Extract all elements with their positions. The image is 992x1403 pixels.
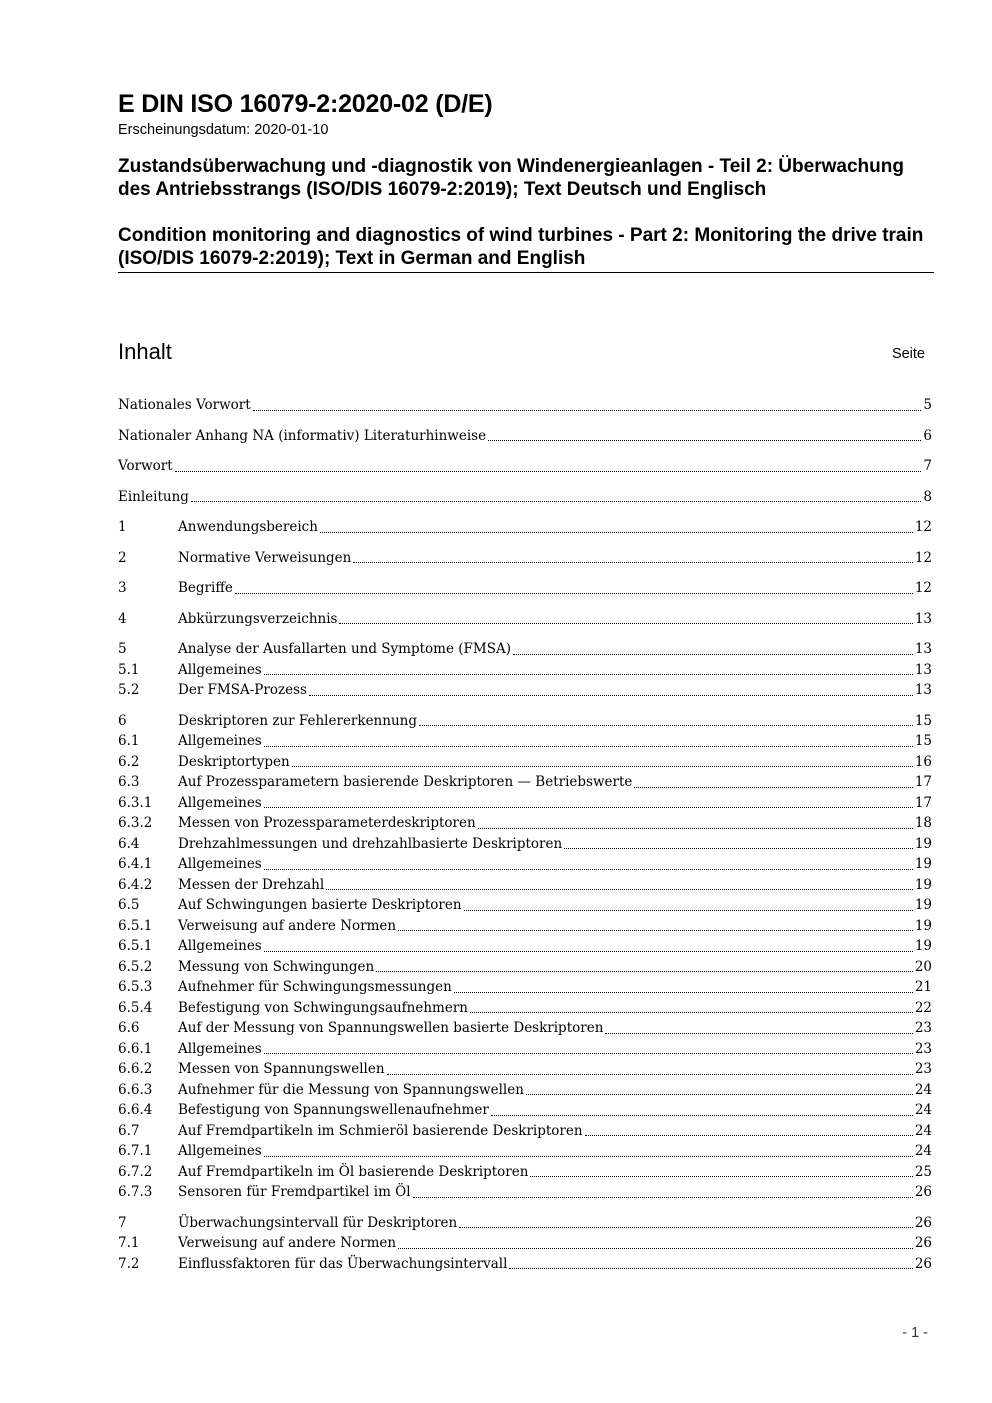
toc-entry-number: 6.4.2	[118, 876, 153, 893]
toc-entry[interactable]	[118, 517, 932, 538]
toc-entry-title: Der FMSA-Prozess	[178, 682, 307, 698]
toc-entry-title: Nationales Vorwort	[118, 397, 251, 413]
toc-entry-number: 6.5	[118, 897, 140, 913]
toc-entry[interactable]	[118, 957, 932, 978]
toc-entry-number: 6.3.2	[118, 815, 153, 831]
toc-entry-page: 13	[914, 610, 932, 627]
toc-entry[interactable]	[118, 1059, 932, 1080]
toc-dot-leader	[478, 828, 913, 829]
toc-entry-number: 1	[118, 519, 127, 535]
toc-dot-leader	[326, 889, 913, 890]
toc-entry-page: 13	[914, 682, 932, 698]
toc-entry-number: 5.1	[118, 661, 140, 678]
toc-dot-leader	[398, 1248, 913, 1249]
toc-dot-leader	[387, 1074, 913, 1075]
toc-entry[interactable]	[118, 456, 932, 477]
toc-entry-number: 6.3.1	[118, 794, 153, 811]
toc-entry-page: 23	[914, 1040, 932, 1057]
toc-entry-title: Befestigung von Schwingungsaufnehmern	[178, 999, 468, 1016]
toc-entry[interactable]	[118, 1018, 932, 1039]
toc-entry[interactable]	[118, 487, 932, 508]
toc-entry[interactable]	[118, 813, 932, 834]
toc-dot-leader	[339, 623, 912, 624]
toc-entry-number: 6.5.3	[118, 979, 153, 995]
toc-dot-leader	[235, 593, 913, 594]
toc-entry-number: 6.6.3	[118, 1081, 153, 1098]
toc-entry-page: 12	[914, 580, 932, 596]
toc-entry-number: 6.6.2	[118, 1061, 153, 1077]
toc-entry-title: Einflussfaktoren für das Überwachungsintervall	[178, 1255, 508, 1272]
toc-entry-page: 23	[914, 1020, 932, 1036]
toc-entry-number: 6.6.1	[118, 1040, 153, 1057]
toc-entry-number: 6.3	[118, 774, 140, 790]
toc-entry[interactable]	[118, 1233, 932, 1254]
toc-entry-page: 19	[914, 856, 932, 872]
toc-entry-page: 22	[914, 999, 932, 1016]
toc-dot-leader	[488, 440, 921, 441]
toc-entry[interactable]	[118, 578, 932, 599]
toc-entry-page: 26	[914, 1214, 932, 1231]
toc-entry-page: 13	[914, 661, 932, 678]
toc-dot-leader	[264, 951, 913, 952]
toc-entry-title: Verweisung auf andere Normen	[178, 917, 397, 934]
toc-entry-number: 5.2	[118, 682, 140, 698]
toc-entry[interactable]	[118, 772, 932, 793]
toc-entry[interactable]	[118, 1039, 932, 1060]
toc-dot-leader	[530, 1176, 912, 1177]
toc-dot-leader	[264, 746, 913, 747]
toc-entry-title: Anwendungsbereich	[178, 519, 318, 535]
table-of-contents	[118, 395, 932, 1274]
toc-entry-number: 6.1	[118, 733, 140, 749]
toc-entry-number: 2	[118, 549, 127, 566]
toc-entry-page: 15	[914, 712, 932, 729]
toc-entry[interactable]	[118, 731, 932, 752]
toc-entry-title: Allgemeines	[178, 661, 262, 678]
toc-heading: Inhalt	[118, 339, 172, 364]
toc-entry-title: Überwachungsintervall für Deskriptoren	[178, 1214, 458, 1231]
toc-entry-title: Aufnehmer für die Messung von Spannungswellen	[178, 1081, 524, 1098]
toc-entry-page: 24	[914, 1143, 932, 1159]
toc-dot-leader	[454, 992, 913, 993]
toc-entry-page: 16	[914, 753, 932, 770]
toc-dot-leader	[513, 654, 913, 655]
subtitle-english: Condition monitoring and diagnostics of wind turbines - Part 2: Monitoring the drive train (ISO/DIS 16079-2:2019); Text in German and English	[118, 224, 934, 273]
toc-entry-page: 19	[914, 938, 932, 954]
toc-entry-title: Messen von Spannungswellen	[178, 1061, 385, 1077]
toc-dot-leader	[464, 910, 913, 911]
toc-entry-title: Einleitung	[118, 488, 189, 505]
toc-dot-leader	[320, 532, 913, 533]
document-header	[118, 88, 934, 273]
toc-entry[interactable]	[118, 752, 932, 773]
toc-entry-title: Auf Schwingungen basierte Deskriptoren	[178, 897, 462, 913]
toc-entry-page: 8	[923, 488, 932, 505]
toc-entry-page: 23	[914, 1061, 932, 1077]
toc-entry-number: 7.1	[118, 1235, 140, 1251]
toc-dot-leader	[634, 787, 912, 788]
toc-entry-number: 7	[118, 1214, 127, 1231]
toc-entry-page: 25	[914, 1163, 932, 1180]
toc-entry-page: 6	[923, 427, 932, 444]
toc-entry-title: Allgemeines	[178, 733, 262, 749]
toc-dot-leader	[253, 410, 922, 411]
toc-entry[interactable]	[118, 680, 932, 701]
toc-entry-title: Auf der Messung von Spannungswellen basierte Deskriptoren	[178, 1020, 604, 1036]
toc-entry[interactable]	[118, 1162, 932, 1183]
toc-entry[interactable]	[118, 639, 932, 660]
toc-entry-page: 19	[914, 897, 932, 913]
toc-entry-number: 6.7.2	[118, 1163, 153, 1180]
toc-entry[interactable]	[118, 977, 932, 998]
toc-entry[interactable]	[118, 998, 932, 1019]
toc-dot-leader	[264, 1053, 913, 1054]
toc-entry[interactable]	[118, 793, 932, 814]
toc-entry[interactable]	[118, 834, 932, 855]
toc-entry-number: 5	[118, 641, 127, 657]
toc-entry-title: Analyse der Ausfallarten und Symptome (FMSA)	[178, 641, 511, 657]
subtitle-german: Zustandsüberwachung und -diagnostik von Windenergieanlagen - Teil 2: Überwachung des Antriebsstrangs (ISO/DIS 16079-2:2019); Text Deutsch und Englisch	[118, 156, 904, 200]
toc-entry-number: 6.5.2	[118, 958, 153, 975]
toc-dot-leader	[509, 1268, 912, 1269]
toc-entry-title: Allgemeines	[178, 1143, 262, 1159]
toc-entry-number: 6.7	[118, 1122, 140, 1139]
toc-entry-page: 7	[923, 458, 932, 474]
toc-dot-leader	[459, 1227, 913, 1228]
toc-entry-title: Messen der Drehzahl	[178, 876, 325, 893]
toc-entry-number: 6.5.4	[118, 999, 153, 1016]
toc-entry-title: Messen von Prozessparameterdeskriptoren	[178, 815, 476, 831]
toc-entry-number: 6.4.1	[118, 856, 153, 872]
toc-entry[interactable]	[118, 711, 932, 732]
toc-entry-page: 17	[914, 794, 932, 811]
toc-entry-title: Drehzahlmessungen und drehzahlbasierte Deskriptoren	[178, 835, 563, 852]
toc-entry[interactable]	[118, 875, 932, 896]
toc-entry-page: 26	[914, 1235, 932, 1251]
toc-dot-leader	[413, 1197, 913, 1198]
toc-entry-title: Messung von Schwingungen	[178, 958, 375, 975]
toc-entry-page: 17	[914, 774, 932, 790]
toc-entry-title: Verweisung auf andere Normen	[178, 1235, 397, 1251]
toc-entry-number: 6.5.1	[118, 938, 153, 954]
publication-date: Erscheinungsdatum: 2020-01-10	[118, 122, 329, 138]
toc-entry[interactable]	[118, 395, 932, 416]
page-number: - 1 -	[902, 1325, 928, 1341]
toc-entry-title: Aufnehmer für Schwingungsmessungen	[178, 979, 452, 995]
toc-entry[interactable]	[118, 1100, 932, 1121]
toc-entry-page: 19	[914, 835, 932, 852]
toc-dot-leader	[264, 869, 913, 870]
toc-entry-title: Deskriptortypen	[178, 753, 290, 770]
toc-entry-page: 24	[914, 1122, 932, 1139]
toc-dot-leader	[585, 1135, 913, 1136]
toc-entry-title: Allgemeines	[178, 938, 262, 954]
toc-entry-page: 19	[914, 917, 932, 934]
toc-entry[interactable]	[118, 660, 932, 681]
toc-entry[interactable]	[118, 1080, 932, 1101]
toc-entry-number: 6.4	[118, 835, 140, 852]
toc-dot-leader	[605, 1033, 912, 1034]
toc-dot-leader	[491, 1115, 913, 1116]
toc-entry[interactable]	[118, 548, 932, 569]
toc-entry-title: Abkürzungsverzeichnis	[178, 610, 338, 627]
toc-entry-page: 12	[914, 549, 932, 566]
toc-entry-page: 18	[914, 815, 932, 831]
toc-entry[interactable]	[118, 1182, 932, 1203]
toc-entry-page: 26	[914, 1255, 932, 1272]
toc-dot-leader	[564, 848, 913, 849]
toc-entry-page: 13	[914, 641, 932, 657]
toc-dot-leader	[292, 766, 913, 767]
toc-entry[interactable]	[118, 1254, 932, 1275]
toc-dot-leader	[264, 674, 913, 675]
toc-entry[interactable]	[118, 916, 932, 937]
toc-dot-leader	[264, 1156, 913, 1157]
toc-dot-leader	[353, 562, 912, 563]
toc-entry-number: 6.2	[118, 753, 140, 770]
toc-entry-title: Begriffe	[178, 580, 233, 596]
toc-dot-leader	[526, 1094, 913, 1095]
toc-dot-leader	[470, 1012, 913, 1013]
toc-entry-number: 7.2	[118, 1255, 140, 1272]
toc-entry-title: Allgemeines	[178, 1040, 262, 1057]
toc-entry-title: Normative Verweisungen	[178, 549, 352, 566]
toc-entry-page: 26	[914, 1184, 932, 1200]
toc-dot-leader	[175, 471, 922, 472]
toc-dot-leader	[398, 930, 913, 931]
toc-entry-title: Allgemeines	[178, 856, 262, 872]
toc-entry-number: 4	[118, 610, 127, 627]
toc-page-column-label: Seite	[891, 346, 925, 362]
toc-entry-page: 24	[914, 1102, 932, 1118]
toc-entry[interactable]	[118, 854, 932, 875]
toc-entry-number: 6.6.4	[118, 1102, 153, 1118]
toc-entry-title: Deskriptoren zur Fehlererkennung	[178, 712, 417, 729]
toc-entry[interactable]	[118, 936, 932, 957]
toc-entry-number: 6.7.1	[118, 1143, 153, 1159]
toc-entry-page: 19	[914, 876, 932, 893]
document-title: E DIN ISO 16079-2:2020-02 (D/E)	[118, 90, 493, 118]
toc-entry-title: Auf Fremdpartikeln im Schmieröl basierende Deskriptoren	[178, 1122, 583, 1139]
toc-entry-title: Befestigung von Spannungswellenaufnehmer	[178, 1102, 489, 1118]
toc-entry-title: Auf Prozessparametern basierende Deskriptoren — Betriebswerte	[178, 774, 633, 790]
toc-entry[interactable]	[118, 1141, 932, 1162]
toc-dot-leader	[376, 971, 913, 972]
toc-entry-page: 21	[914, 979, 932, 995]
toc-entry-page: 5	[923, 397, 932, 413]
toc-dot-leader	[419, 725, 913, 726]
toc-dot-leader	[191, 501, 921, 502]
toc-entry-page: 12	[914, 519, 932, 535]
toc-dot-leader	[264, 807, 913, 808]
toc-entry-number: 3	[118, 580, 127, 596]
toc-entry[interactable]	[118, 1213, 932, 1234]
toc-entry-title: Vorwort	[118, 458, 173, 474]
toc-entry-number: 6.5.1	[118, 917, 153, 934]
toc-entry-title: Sensoren für Fremdpartikel im Öl	[178, 1184, 411, 1200]
toc-entry-title: Auf Fremdpartikeln im Öl basierende Deskriptoren	[178, 1163, 529, 1180]
toc-entry-number: 6.6	[118, 1020, 140, 1036]
toc-entry-page: 15	[914, 733, 932, 749]
toc-entry-title: Nationaler Anhang NA (informativ) Literaturhinweise	[118, 427, 487, 444]
toc-entry-number: 6	[118, 712, 127, 729]
toc-entry[interactable]	[118, 426, 932, 447]
toc-entry-page: 24	[914, 1081, 932, 1098]
toc-entry[interactable]	[118, 609, 932, 630]
toc-entry[interactable]	[118, 1121, 932, 1142]
toc-entry-page: 20	[914, 958, 932, 975]
toc-entry-number: 6.7.3	[118, 1184, 153, 1200]
toc-dot-leader	[309, 695, 913, 696]
toc-entry[interactable]	[118, 895, 932, 916]
toc-entry-title: Allgemeines	[178, 794, 262, 811]
